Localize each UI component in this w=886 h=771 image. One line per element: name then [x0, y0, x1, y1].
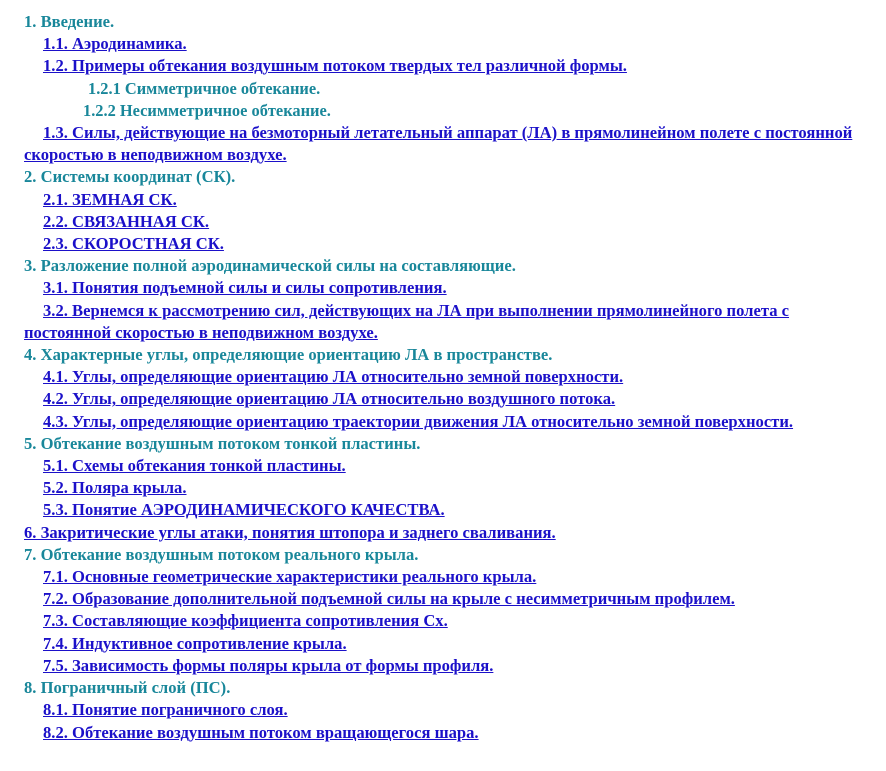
toc-link-4-1[interactable]: 4.1. Углы, определяющие ориентацию ЛА относительно земной поверхности.: [43, 367, 624, 387]
toc-item-1-2-2: 1.2.2 Несимметричное обтекание.: [83, 100, 331, 120]
toc-row-7-3: [24, 610, 874, 632]
toc-row-7-4: [24, 633, 874, 655]
toc-row-4-1: [24, 366, 874, 388]
toc-link-2-3[interactable]: 2.3. СКОРОСТНАЯ СК.: [43, 234, 224, 254]
toc-link-2-2[interactable]: 2.2. СВЯЗАННАЯ СК.: [43, 211, 210, 231]
toc-row-7-2: [24, 588, 874, 610]
toc-link-2-1[interactable]: 2.1. ЗЕМНАЯ СК.: [43, 189, 177, 209]
section-3-heading: 3. Разложение полной аэродинамической силы на составляющие.: [24, 256, 516, 276]
toc-row-4-3: [24, 411, 874, 433]
section-6-heading-link[interactable]: 6. Закритические углы атаки, понятия штопора и заднего сваливания.: [24, 522, 556, 542]
toc-row-1-2: [24, 55, 874, 77]
toc-row-4-2: [24, 388, 874, 410]
toc-link-3-1[interactable]: 3.1. Понятия подъемной силы и силы сопротивления.: [43, 278, 447, 298]
toc-link-7-3[interactable]: 7.3. Составляющие коэффициента сопротивления Сх.: [43, 611, 448, 631]
toc-row-7-5: [24, 655, 874, 677]
toc-link-8-2[interactable]: 8.2. Обтекание воздушным потоком вращающегося шара.: [43, 722, 479, 742]
toc-row-8-1: [24, 699, 874, 721]
toc-row-5-3: [24, 499, 874, 521]
toc-row-3-1: [24, 277, 874, 299]
toc-row-8-2: [24, 722, 874, 744]
toc-link-7-1[interactable]: 7.1. Основные геометрические характеристики реального крыла.: [43, 567, 537, 587]
toc-row-3-2: [24, 300, 874, 344]
toc-row-7-1: [24, 566, 874, 588]
section-7-heading: 7. Обтекание воздушным потоком реального крыла.: [24, 544, 419, 564]
toc-item-1-2-1: 1.2.1 Симметричное обтекание.: [88, 78, 321, 98]
toc-link-7-4[interactable]: 7.4. Индуктивное сопротивление крыла.: [43, 633, 347, 653]
toc-link-7-2[interactable]: 7.2. Образование дополнительной подъемной силы на крыле с несимметричным профилем.: [43, 589, 735, 609]
toc-row-5-1: [24, 455, 874, 477]
toc-row-1-3: [24, 122, 874, 166]
toc-row-1-1: [24, 33, 874, 55]
section-4-heading: 4. Характерные углы, определяющие ориентацию ЛА в пространстве.: [24, 345, 553, 365]
toc-link-4-3[interactable]: 4.3. Углы, определяющие ориентацию траектории движения ЛА относительно земной поверхности.: [43, 411, 794, 431]
toc-link-5-1[interactable]: 5.1. Схемы обтекания тонкой пластины.: [43, 456, 346, 476]
table-of-contents: [24, 11, 874, 744]
toc-link-3-2[interactable]: 3.2. Вернемся к рассмотрению сил, действующих на ЛА при выполнении прямолинейного полета с постоянной скоростью в неподвижном воздухе.: [24, 300, 790, 342]
toc-link-1-2[interactable]: 1.2. Примеры обтекания воздушным потоком твердых тел различной формы.: [43, 56, 627, 76]
toc-link-5-2[interactable]: 5.2. Поляра крыла.: [43, 478, 187, 498]
toc-link-5-3[interactable]: 5.3. Понятие АЭРОДИНАМИЧЕСКОГО КАЧЕСТВА.: [43, 500, 445, 520]
toc-link-1-3[interactable]: 1.3. Силы, действующие на безмоторный летательный аппарат (ЛА) в прямолинейном полете с постоянной скоростью в неподвижном воздухе.: [24, 123, 853, 165]
toc-row-2-1: [24, 189, 874, 211]
toc-link-8-1[interactable]: 8.1. Понятие пограничного слоя.: [43, 700, 288, 720]
section-1-heading: 1. Введение.: [24, 12, 115, 31]
toc-row-5-2: [24, 477, 874, 499]
section-8-heading: 8. Пограничный слой (ПС).: [24, 678, 231, 698]
toc-link-7-5[interactable]: 7.5. Зависимость формы поляры крыла от формы профиля.: [43, 655, 494, 675]
toc-row-2-2: [24, 211, 874, 233]
toc-row-2-3: [24, 233, 874, 255]
toc-link-4-2[interactable]: 4.2. Углы, определяющие ориентацию ЛА относительно воздушного потока.: [43, 389, 616, 409]
section-2-heading: 2. Системы координат (СК).: [24, 167, 236, 187]
toc-link-1-1[interactable]: 1.1. Аэродинамика.: [43, 34, 187, 54]
section-5-heading: 5. Обтекание воздушным потоком тонкой пластины.: [24, 433, 421, 453]
